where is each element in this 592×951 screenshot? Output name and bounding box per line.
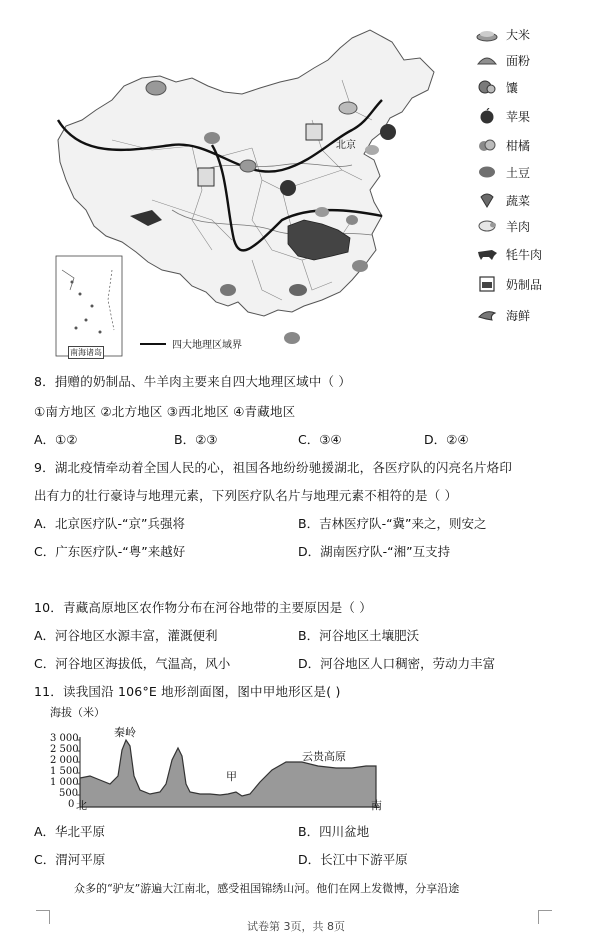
legend-item-apple	[476, 106, 530, 126]
question-11-option-c[interactable]: C．渭河平原	[34, 852, 106, 867]
apple-icon	[476, 108, 498, 124]
potato-icon	[476, 164, 498, 180]
page-number: 试卷第 3页，共 8页	[247, 920, 345, 933]
question-11-option-b[interactable]: B．四川盆地	[298, 824, 370, 839]
dairy-icon	[476, 276, 498, 292]
legend-label: 苹果	[506, 109, 531, 124]
question-11-stem: 11．读我国沿 106°E 地形剖面图，图中甲地形区是( )	[34, 684, 341, 699]
seafood-icon	[476, 307, 498, 323]
inset-label: 南海诸岛	[70, 348, 102, 357]
question-9-stem-line2: 出有力的壮行豪诗与地理元素，下列医疗队名片与地理元素不相符的是（ ）	[34, 488, 458, 503]
legend-label: 奶制品	[506, 277, 543, 292]
question-8-option-a[interactable]: A．①②	[34, 432, 78, 447]
y-tick: 3 000	[50, 733, 79, 744]
legend-item-vegetable	[476, 190, 530, 210]
china-map-svg	[52, 20, 472, 360]
question-9-option-a[interactable]: A．北京医疗队-“京”兵强将	[34, 516, 186, 531]
beijing-label: 北京	[336, 140, 356, 151]
question-8-items: ①南方地区 ②北方地区 ③西北地区 ④青藏地区	[34, 404, 296, 419]
question-11-option-d[interactable]: D．长江中下游平原	[298, 852, 408, 867]
label-yungui-plateau: 云贵高原	[302, 750, 346, 763]
legend-label: 蔬菜	[506, 193, 531, 208]
legend-label: 柑橘	[506, 138, 531, 153]
legend-item-orange	[476, 135, 530, 155]
legend-item-rice	[476, 24, 530, 44]
legend-item-potato	[476, 162, 530, 182]
legend-item-naan	[476, 77, 518, 97]
rice-icon	[476, 26, 498, 42]
boundary-legend	[140, 336, 242, 351]
legend-item-flour	[476, 50, 530, 70]
legend-item-dairy	[476, 274, 542, 294]
question-10-option-c[interactable]: C．河谷地区海拔低，气温高，风小	[34, 656, 231, 671]
naan-icon	[476, 79, 498, 95]
continuation-text: 众多的“驴友”游遍大江南北，感受祖国锦绣山河。他们在网上发微博，分享沿途	[74, 882, 460, 895]
label-qinling: 秦岭	[114, 726, 136, 739]
question-9-option-b[interactable]: B．吉林医疗队-“冀”来之，则安之	[298, 516, 487, 531]
question-9-option-d[interactable]: D．湖南医疗队-“湘”互支持	[298, 544, 451, 559]
china-map-figure	[52, 20, 472, 360]
legend-label: 牦牛肉	[506, 247, 543, 262]
y-tick: 1 500	[50, 766, 79, 777]
y-tick: 2 000	[50, 755, 79, 766]
question-8-option-c[interactable]: C．③④	[298, 432, 342, 447]
profile-axis-title: 海拔（米）	[50, 706, 105, 719]
question-9-option-c[interactable]: C．广东医疗队-“粤”来越好	[34, 544, 186, 559]
y-tick: 0	[68, 799, 75, 810]
y-tick: 1 000	[50, 777, 79, 788]
question-8-option-d[interactable]: D．②④	[424, 432, 469, 447]
boundary-legend-label: 四大地理区域界	[172, 340, 242, 351]
question-10-option-d[interactable]: D．河谷地区人口稠密，劳动力丰富	[298, 656, 496, 671]
label-south: 南	[371, 799, 382, 812]
label-north: 北	[76, 799, 87, 812]
legend-item-mutton	[476, 216, 530, 236]
legend-label: 大米	[506, 27, 531, 42]
terrain-profile	[40, 704, 390, 814]
vegetable-icon	[476, 192, 498, 208]
question-10-option-b[interactable]: B．河谷地区土壤肥沃	[298, 628, 420, 643]
legend-label: 羊肉	[506, 219, 531, 234]
legend-item-yak	[476, 244, 542, 264]
y-tick: 500	[59, 788, 79, 799]
question-11-option-a[interactable]: A．华北平原	[34, 824, 106, 839]
y-tick: 2 500	[50, 744, 79, 755]
flour-icon	[476, 52, 498, 68]
question-9-stem-line1: 9．湖北疫情牵动着全国人民的心，祖国各地纷纷驰援湖北，各医疗队的闪亮名片烙印	[34, 460, 513, 475]
legend-label: 面粉	[506, 53, 531, 68]
label-jia: 甲	[226, 770, 237, 783]
boundary-legend-line	[140, 343, 166, 345]
legend-label: 馕	[506, 80, 519, 95]
question-8-option-b[interactable]: B．②③	[174, 432, 218, 447]
legend-item-seafood	[476, 305, 530, 325]
question-8-stem: 8．捐赠的奶制品、牛羊肉主要来自四大地理区域中（ ）	[34, 374, 352, 389]
question-10-stem: 10．青藏高原地区农作物分布在河谷地带的主要原因是（ ）	[34, 600, 372, 615]
legend-label: 海鲜	[506, 308, 531, 323]
yak-icon	[476, 246, 498, 262]
mutton-icon	[476, 218, 498, 234]
orange-icon	[476, 137, 498, 153]
legend-label: 土豆	[506, 165, 531, 180]
question-10-option-a[interactable]: A．河谷地区水源丰富，灌溉便利	[34, 628, 218, 643]
